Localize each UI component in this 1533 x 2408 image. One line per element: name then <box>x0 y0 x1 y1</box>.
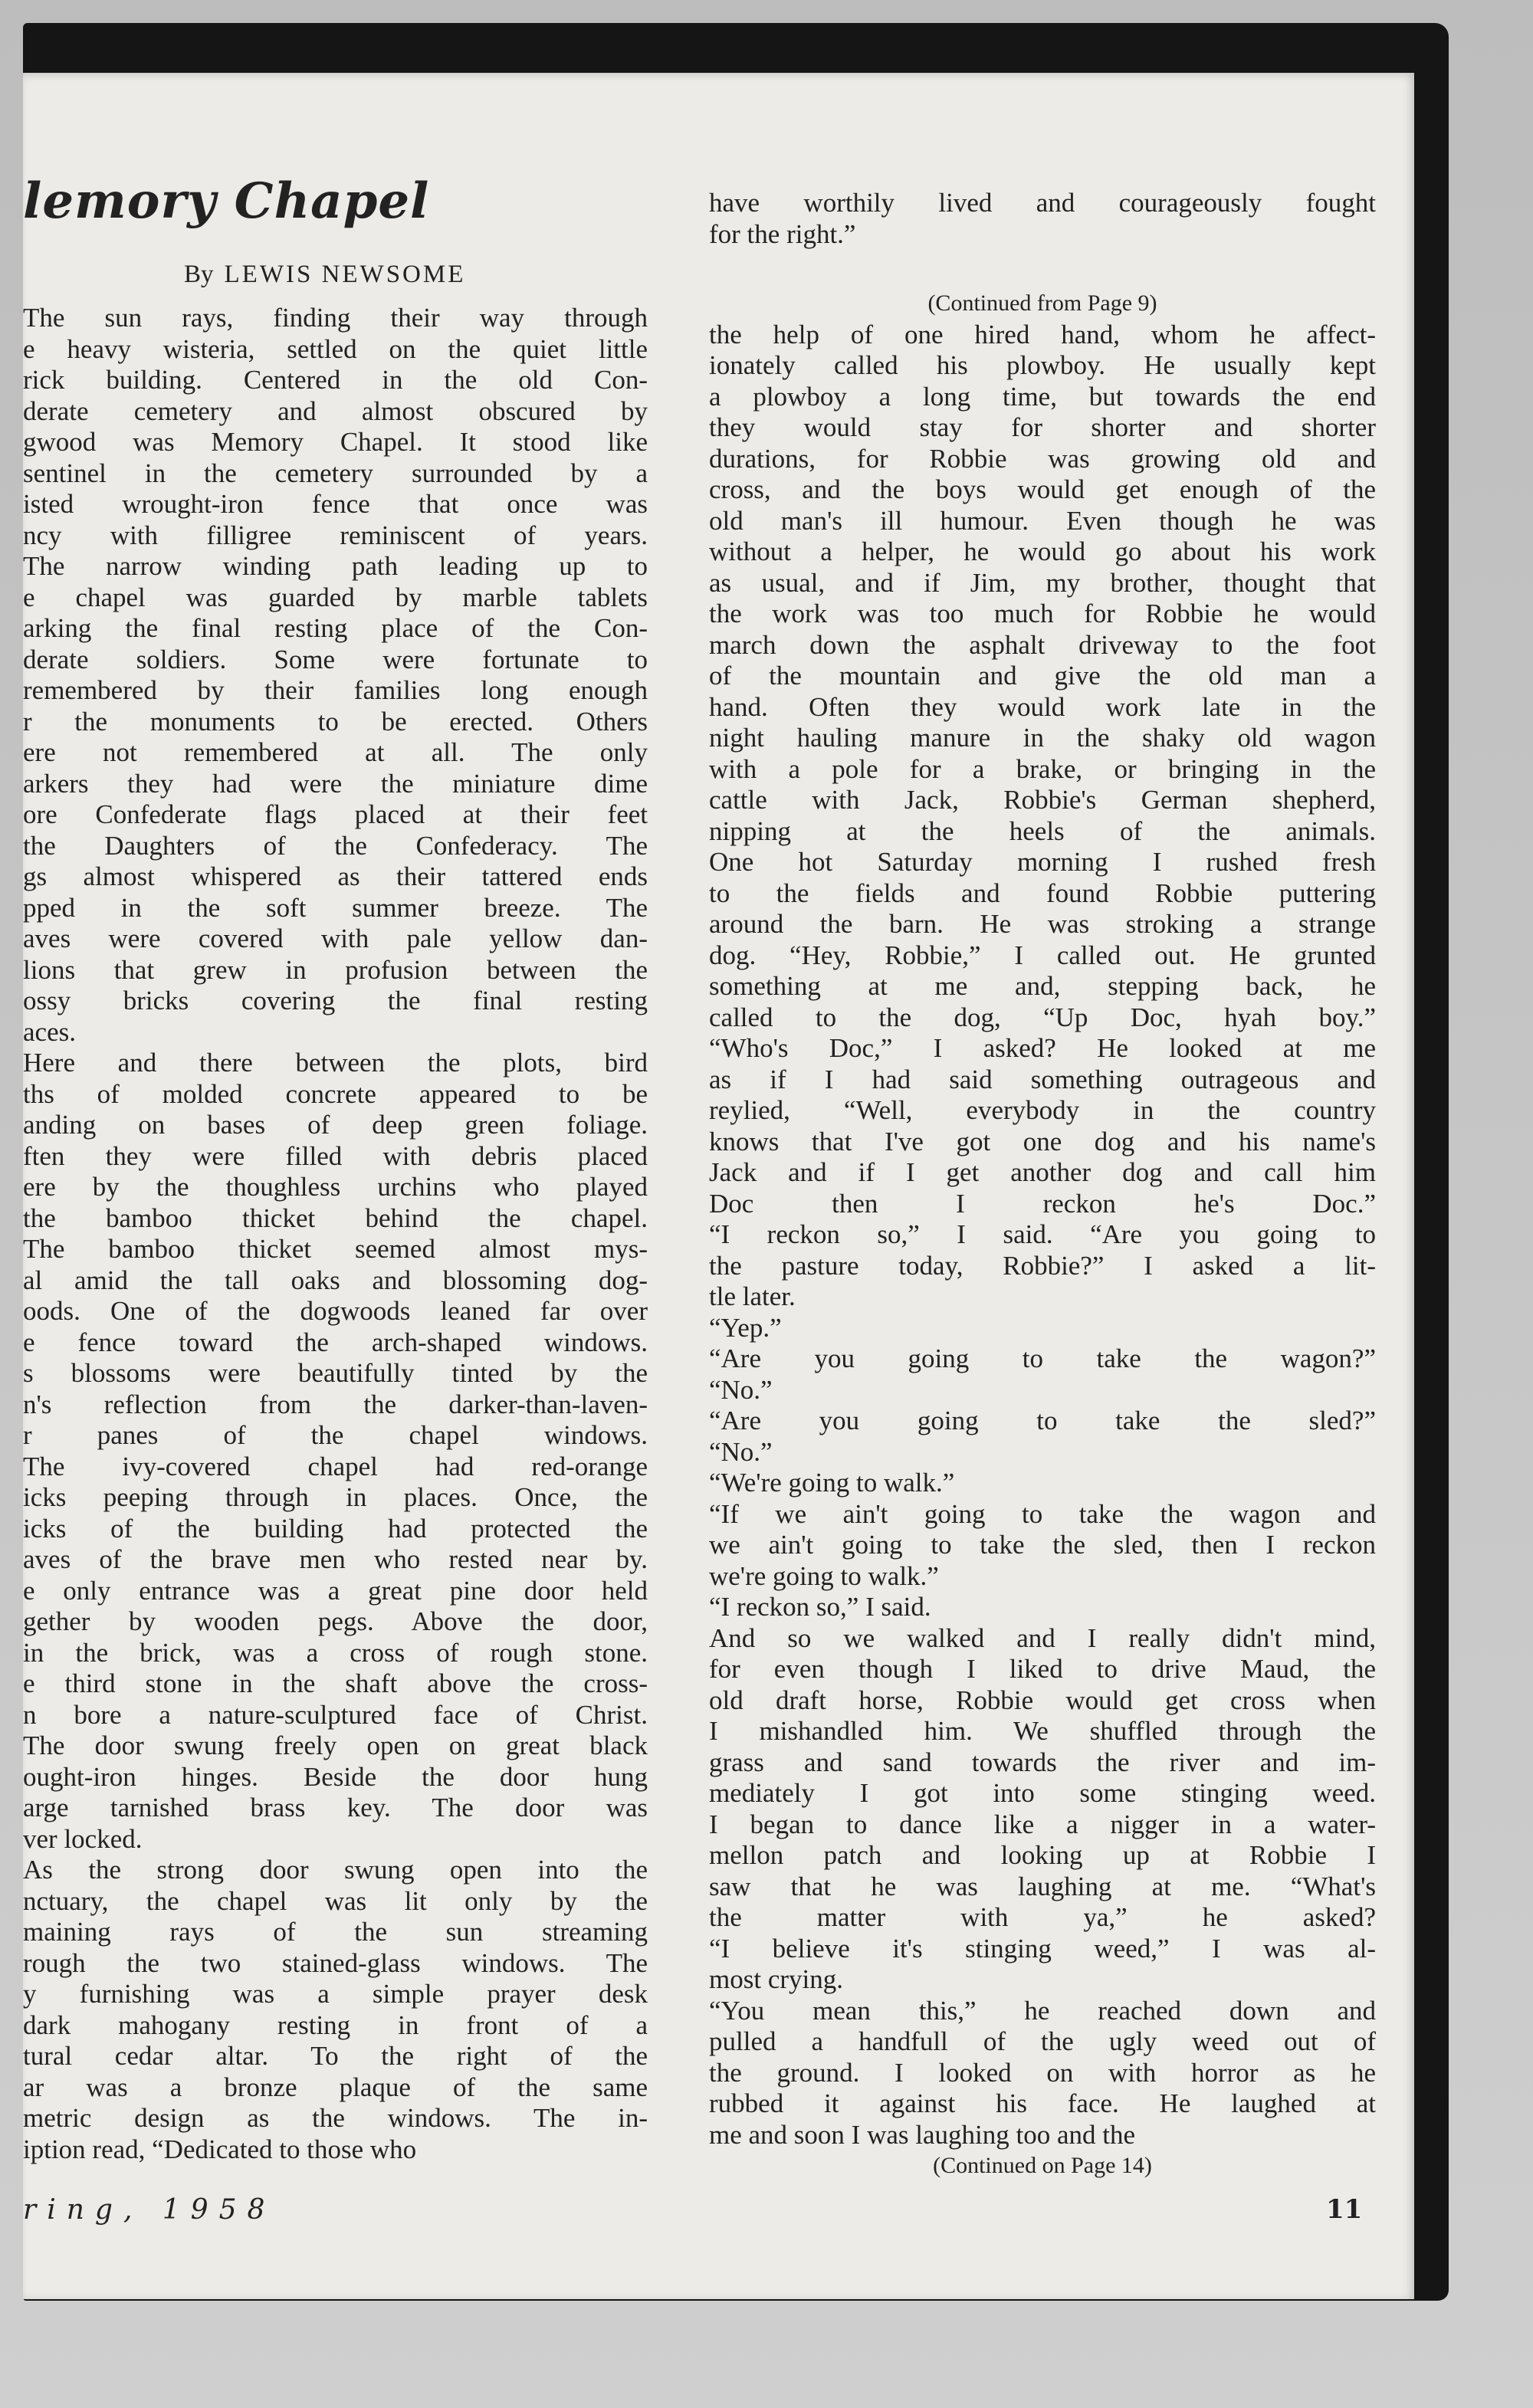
text-line: metric design as the windows. The in- <box>23 2103 648 2133</box>
text-line: r panes of the chapel windows. <box>23 1420 648 1450</box>
text-line: they would stay for shorter and shorter <box>709 412 1376 442</box>
text-line: Doc then I reckon he's Doc.” <box>709 1188 1376 1219</box>
text-line: gether by wooden pegs. Above the door, <box>23 1606 648 1636</box>
continued-on-note: (Continued on Page 14) <box>933 2153 1152 2178</box>
text-line: night hauling manure in the shaky old wagon <box>709 723 1376 753</box>
text-line: maining rays of the sun streaming <box>23 1917 648 1947</box>
text-line: As the strong door swung open into the <box>23 1855 648 1885</box>
text-line: the matter with ya,” he asked? <box>709 1902 1376 1932</box>
text-line: icks of the building had protected the <box>23 1513 648 1544</box>
text-line: lions that grew in profusion between the <box>23 954 648 985</box>
text-line: ncy with filligree reminiscent of years. <box>23 520 648 550</box>
text-line: remembered by their families long enough <box>23 675 648 705</box>
text-line: “I believe it's stinging weed,” I was al- <box>709 1933 1376 1963</box>
text-line: gs almost whispered as their tattered ends <box>23 861 648 891</box>
text-line: as usual, and if Jim, my brother, thought that <box>709 567 1376 598</box>
text-line: something at me and, stepping back, he <box>709 971 1376 1001</box>
column-gap <box>709 250 1376 288</box>
text-line: rick building. Centered in the old Con- <box>23 365 648 395</box>
text-line: ar was a bronze plaque of the same <box>23 2072 648 2102</box>
text-line: The door swung freely open on great black <box>23 1731 648 1760</box>
text-line: nipping at the heels of the animals. <box>709 815 1376 846</box>
text-line: reylied, “Well, everybody in the country <box>709 1095 1376 1125</box>
text-line: aces. <box>23 1016 76 1047</box>
text-line: ionately called his plowboy. He usually kept <box>709 350 1376 380</box>
text-line: to the fields and found Robbie puttering <box>709 878 1376 908</box>
left-column <box>23 303 648 2165</box>
text-line: for even though I liked to drive Maud, the <box>709 1654 1376 1684</box>
text-line: knows that I've got one dog and his name's <box>709 1126 1376 1156</box>
text-line: old man's ill humour. Even though he was <box>709 505 1376 536</box>
byline-prefix: By <box>184 261 214 288</box>
magazine-page <box>23 73 1414 2299</box>
text-line: a plowboy a long time, but towards the end <box>709 381 1376 412</box>
text-line: tle later. <box>709 1281 796 1311</box>
text-line: of the mountain and give the old man a <box>709 661 1376 691</box>
right-top-text <box>709 188 1376 250</box>
text-line: The bamboo thicket seemed almost mys- <box>23 1234 648 1264</box>
text-line: the Daughters of the Confederacy. The <box>23 830 648 861</box>
text-line: me and soon I was laughing too and the <box>709 2119 1136 2150</box>
text-line: saw that he was laughing at me. “What's <box>709 1871 1376 1901</box>
text-line: “Are you going to take the wagon?” <box>709 1343 1376 1373</box>
text-line: ths of molded concrete appeared to be <box>23 1078 648 1109</box>
text-line: oods. One of the dogwoods leaned far over <box>23 1296 648 1326</box>
text-line: I began to dance like a nigger in a water- <box>709 1809 1376 1839</box>
text-line: e chapel was guarded by marble tablets <box>23 582 648 612</box>
right-body-text <box>709 320 1376 2151</box>
text-line: The narrow winding path leading up to <box>23 551 648 581</box>
text-line: dark mahogany resting in front of a <box>23 2009 648 2040</box>
text-line: n bore a nature-sculptured face of Christ. <box>23 1699 648 1730</box>
text-line: with a pole for a brake, or bringing in the <box>709 753 1376 784</box>
text-line: The ivy-covered chapel had red-orange <box>23 1451 648 1481</box>
text-line: Here and there between the plots, bird <box>23 1048 648 1078</box>
text-line: “I reckon so,” I said. “Are you going to <box>709 1219 1376 1249</box>
text-line: rubbed it against his face. He laughed at <box>709 2088 1376 2118</box>
text-line: aves of the brave men who rested near by. <box>23 1544 648 1574</box>
text-line: arking the final resting place of the Con- <box>23 613 648 643</box>
text-line: ften they were filled with debris placed <box>23 1140 648 1171</box>
page-number: 11 <box>1326 2194 1363 2225</box>
text-line: ere not remembered at all. The only <box>23 737 648 767</box>
text-line: “Yep.” <box>709 1312 782 1343</box>
text-line: cattle with Jack, Robbie's German shepherd, <box>709 785 1376 815</box>
text-line: mellon patch and looking up at Robbie I <box>709 1840 1376 1870</box>
text-line: “You mean this,” he reached down and <box>709 1995 1376 2026</box>
text-line: derate soldiers. Some were fortunate to <box>23 644 648 674</box>
text-line: durations, for Robbie was growing old and <box>709 443 1376 474</box>
text-line: aves were covered with pale yellow dan- <box>23 924 648 953</box>
text-line: around the barn. He was stroking a strange <box>709 909 1376 939</box>
text-line: mediately I got into some stinging weed. <box>709 1778 1376 1808</box>
text-line: in the brick, was a cross of rough stone. <box>23 1637 648 1668</box>
text-line: the pasture today, Robbie?” I asked a lit- <box>709 1250 1376 1281</box>
text-line: march down the asphalt driveway to the foot <box>709 629 1376 660</box>
text-line: The sun rays, finding their way through <box>23 303 648 333</box>
text-line: I mishandled him. We shuffled through the <box>709 1716 1376 1746</box>
text-line: as if I had said something outrageous and <box>709 1064 1376 1094</box>
text-line: nctuary, the chapel was lit only by the <box>23 1885 648 1916</box>
text-line: s blossoms were beautifully tinted by the <box>23 1358 648 1388</box>
text-line: ossy bricks covering the final resting <box>23 986 648 1015</box>
right-column <box>709 188 1376 2182</box>
text-line: the ground. I looked on with horror as he <box>709 2057 1376 2088</box>
text-line: arkers they had were the miniature dime <box>23 768 648 799</box>
text-line: cross, and the boys would get enough of the <box>709 474 1376 504</box>
text-line: pulled a handfull of the ugly weed out of <box>709 2026 1376 2056</box>
text-line: most crying. <box>709 1964 843 1994</box>
text-line: iption read, “Dedicated to those who <box>23 2134 417 2164</box>
text-line: “No.” <box>709 1436 773 1467</box>
text-line: “We're going to walk.” <box>709 1468 955 1498</box>
byline-author: LEWIS NEWSOME <box>224 261 466 288</box>
text-line: al amid the tall oaks and blossoming dog- <box>23 1265 648 1295</box>
text-line: gwood was Memory Chapel. It stood like <box>23 427 648 457</box>
text-line: have worthily lived and courageously fought <box>709 188 1376 218</box>
text-line: “Who's Doc,” I asked? He looked at me <box>709 1033 1376 1063</box>
text-line: arge tarnished brass key. The door was <box>23 1793 648 1822</box>
text-line: for the right.” <box>709 218 856 249</box>
footer-season: ring, 1958 <box>23 2194 276 2226</box>
text-line: called to the dog, “Up Doc, hyah boy.” <box>709 1002 1376 1032</box>
text-line: One hot Saturday morning I rushed fresh <box>709 847 1376 877</box>
text-line: the bamboo thicket behind the chapel. <box>23 1202 648 1233</box>
text-line: the work was too much for Robbie he would <box>709 599 1376 628</box>
text-line: “I reckon so,” I said. <box>709 1592 931 1622</box>
text-line: And so we walked and I really didn't mind, <box>709 1622 1376 1653</box>
text-line: sentinel in the cemetery surrounded by a <box>23 458 648 488</box>
text-line: n's reflection from the darker-than-laven- <box>23 1389 648 1419</box>
text-line: e fence toward the arch-shaped windows. <box>23 1327 648 1357</box>
text-line: we ain't going to take the sled, then I reckon <box>709 1530 1376 1560</box>
text-line: derate cemetery and almost obscured by <box>23 395 648 426</box>
text-line: isted wrought-iron fence that once was <box>23 489 648 519</box>
text-line: rough the two stained-glass windows. The <box>23 1947 648 1978</box>
text-line: r the monuments to be erected. Others <box>23 706 648 737</box>
text-line: “No.” <box>709 1374 773 1405</box>
text-line: ought-iron hinges. Beside the door hung <box>23 1761 648 1792</box>
continued-from-note: (Continued from Page 9) <box>927 290 1157 316</box>
text-line: pped in the soft summer breeze. The <box>23 892 648 923</box>
text-line: e third stone in the shaft above the cross- <box>23 1668 648 1698</box>
text-line: e only entrance was a great pine door held <box>23 1575 648 1606</box>
text-line: “If we ain't going to take the wagon and <box>709 1498 1376 1529</box>
text-line: tural cedar altar. To the right of the <box>23 2041 648 2071</box>
text-line: without a helper, he would go about his work <box>709 536 1376 566</box>
text-line: dog. “Hey, Robbie,” I called out. He grunted <box>709 940 1376 970</box>
byline <box>184 261 465 289</box>
text-line: y furnishing was a simple prayer desk <box>23 1979 648 2009</box>
text-line: anding on bases of deep green foliage. <box>23 1110 648 1140</box>
text-line: the help of one hired hand, whom he affect- <box>709 319 1376 349</box>
text-line: grass and sand towards the river and im- <box>709 1747 1376 1777</box>
text-line: ore Confederate flags placed at their feet <box>23 799 648 829</box>
text-line: icks peeping through in places. Once, the <box>23 1482 648 1512</box>
text-line: hand. Often they would work late in the <box>709 691 1376 722</box>
text-line: e heavy wisteria, settled on the quiet little <box>23 333 648 364</box>
text-line: Jack and if I get another dog and call him <box>709 1157 1376 1187</box>
text-line: “Are you going to take the sled?” <box>709 1406 1376 1435</box>
text-line: we're going to walk.” <box>709 1560 939 1591</box>
text-line: ere by the thoughless urchins who played <box>23 1172 648 1202</box>
article-title: lemory Chapel <box>23 172 430 230</box>
text-line: old draft horse, Robbie would get cross when <box>709 1685 1376 1715</box>
text-line: ver locked. <box>23 1823 143 1854</box>
